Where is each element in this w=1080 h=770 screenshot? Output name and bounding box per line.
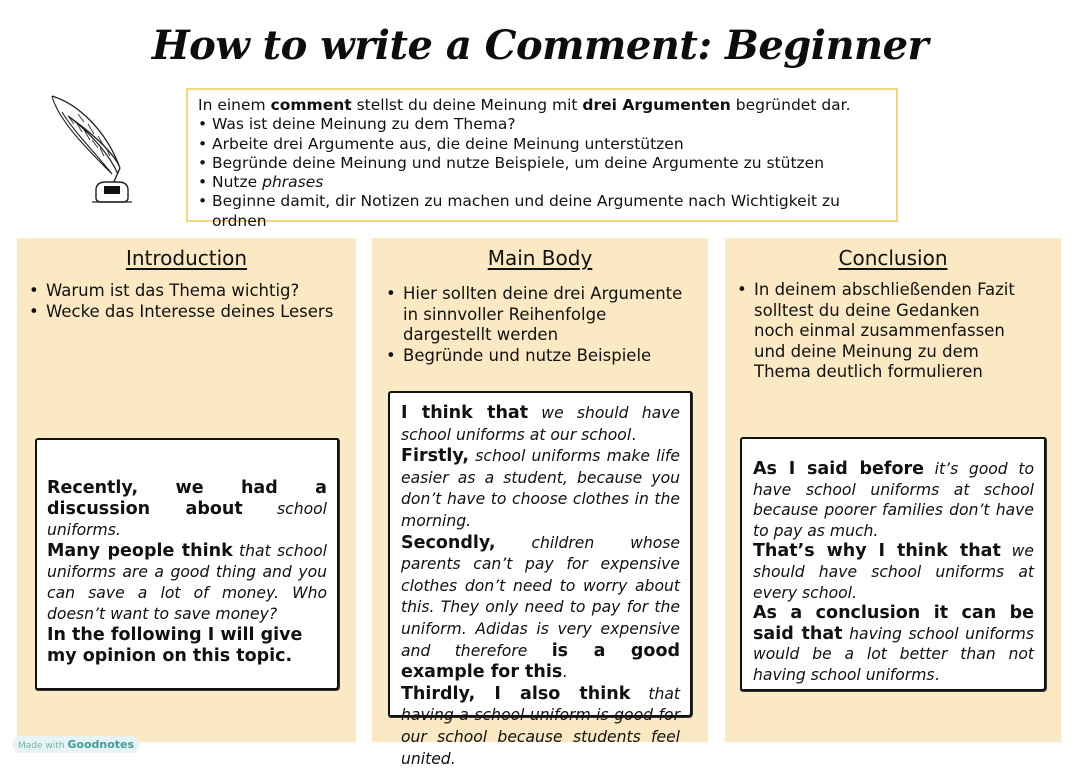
conclusion-example-card (740, 437, 1046, 691)
example-paragraph: Firstly, school uniforms make life easier as a student, because you don’t have to choose clothes in the morning. (401, 446, 680, 530)
introduction-heading: Introduction (125, 246, 248, 270)
list-item: • Begründe deine Meinung und nutze Beispiele, um deine Argumente zu stützen (198, 154, 884, 173)
example-paragraph: I think that we should have school uniforms at our school. (401, 403, 680, 444)
main-body-example-card (388, 391, 692, 768)
example-paragraph: Secondly, children whose parents can’t pay for expensive clothes don’t need to worry about this. They only need to pay for the uniform. Adidas is very expensive and therefore is a good example for this. (401, 532, 680, 683)
example-paragraph: As a conclusion it can be said that having school uniforms would be a lot better than not having school uniforms. (753, 603, 1034, 684)
list-item: • Warum ist das Thema wichtig? (29, 281, 344, 302)
example-paragraph: Recently, we had a discussion about school uniforms. (47, 478, 327, 539)
example-paragraph: As I said before it’s good to have school uniforms at school because poorer families don’t have to pay as much. (753, 459, 1034, 540)
list-item: • Nutze phrases (198, 173, 884, 192)
example-paragraph: Thirdly, I also think that having a school uniform is good for our school because students feel united. (401, 683, 681, 768)
list-item: • Arbeite drei Argumente aus, die deine Meinung unterstützen (198, 135, 884, 154)
example-paragraph: In the following I will give my opinion on this topic. (47, 625, 303, 666)
main-body-heading: Main Body (487, 246, 593, 270)
example-paragraph: That’s why I think that we should have school uniforms at every school. (753, 541, 1034, 602)
list-item: • Beginne damit, dir Notizen zu machen und deine Argumente nach Wichtigkeit zu ordnen (198, 192, 884, 231)
quill-inkwell-icon (48, 90, 138, 208)
list-item: • Was ist deine Meinung zu dem Thema? (198, 115, 884, 134)
intro-line: In einem comment stellst du deine Meinung mit drei Argumenten begründet dar. (198, 96, 851, 114)
example-paragraph: Many people think that school uniforms are a good thing and you can save a lot of money. Who doesn’t want to save money? (47, 541, 327, 623)
conclusion-bullets (737, 280, 1017, 383)
list-item: • Hier sollten deine drei Argumente in sinnvoller Reihenfolge dargestellt werden (386, 284, 686, 346)
main-body-bullets (386, 284, 686, 366)
introduction-example-card (35, 438, 339, 690)
made-with-goodnotes-badge: Made with Goodnotes (12, 736, 140, 753)
list-item: • Wecke das Interesse deines Lesers (29, 302, 344, 323)
list-item: • Begründe und nutze Beispiele (386, 346, 686, 367)
intro-instructions-box (186, 88, 898, 230)
page-title: How to write a Comment: Beginner (151, 22, 929, 69)
introduction-bullets (29, 281, 344, 322)
intro-bullet-list (198, 115, 884, 231)
list-item: • In deinem abschließenden Fazit solltest du deine Gedanken noch einmal zusammenfassen und deine Meinung zu dem Thema deutlich formulieren (737, 280, 1017, 383)
conclusion-heading: Conclusion (838, 246, 948, 270)
